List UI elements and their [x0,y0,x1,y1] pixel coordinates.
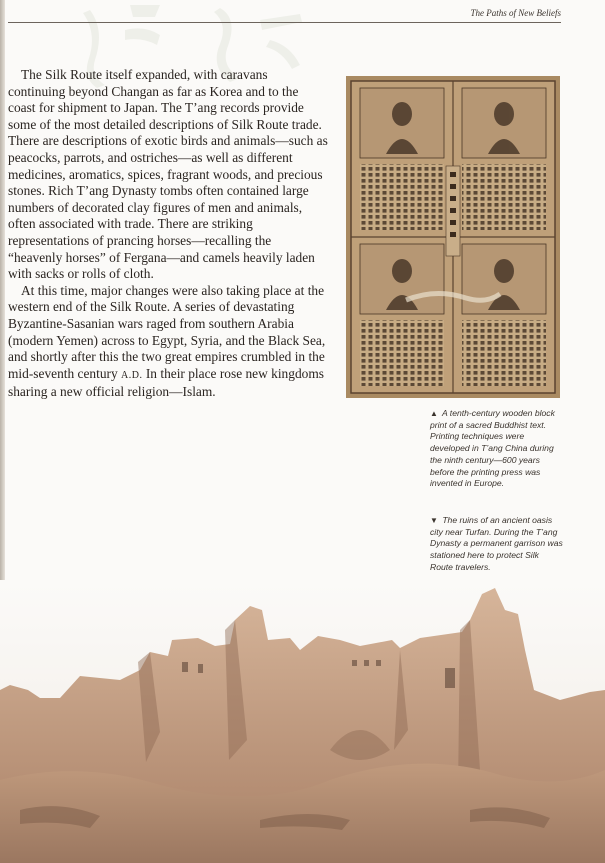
buddhist-block-print-image [346,76,560,398]
body-paragraph-1: The Silk Route itself expanded, with caravans continuing beyond Changan as far as Korea and to the coast for shipment to Japan. The T’ang records provide some of the most detailed descriptions of Silk Route trade. There are descriptions of exotic birds and animals—such as peacocks, parrots, and ostriches—as well as different medicines, aromatics, spices, fragrant woods, and precious stones. Rich T’ang Dynasty tombs often contained large numbers of decorated clay figures of men and animals, often associated with trade. There are striking representations of prancing horses—recalling the “heavenly horses” of Fergana—and camels heavily laden with sacks or rolls of cloth. [8,67,328,282]
body-paragraph-2-start: At this time, major changes were also taking place at the western end of the Silk Route. A series of devastating Byzantine-Sasanian wars raged from southern Arabia (modern Yemen) across to Egypt, Syria, and the Black Sea, and shortly after this the two great empires crumbled in the mid-seventh century [8,282,326,381]
era-abbreviation: A.D. [121,369,143,381]
turfan-ruins-image [0,580,605,863]
body-paragraph-2-end: In their place rose new kingdoms sharing a new official religion—Islam. [8,365,324,400]
article-body [8,67,328,401]
header-rule [8,22,561,23]
running-head: The Paths of New Beliefs [470,8,561,18]
triangle-up-icon: ▲ [430,409,438,418]
print-caption [430,408,564,490]
ruins-caption [430,515,564,574]
body-paragraph-2 [8,283,328,401]
triangle-down-icon: ▼ [430,516,438,525]
ruins-caption-text: The ruins of an ancient oasis city near Turfan. During the T’ang Dynasty a permanent garrison was stationed here to protect Silk Route travelers. [430,515,563,572]
print-caption-text: A tenth-century wooden block print of a sacred Buddhist text. Printing techniques were developed in T’ang China during the ninth century—600 years before the printing press was invented in Europe. [430,408,555,489]
